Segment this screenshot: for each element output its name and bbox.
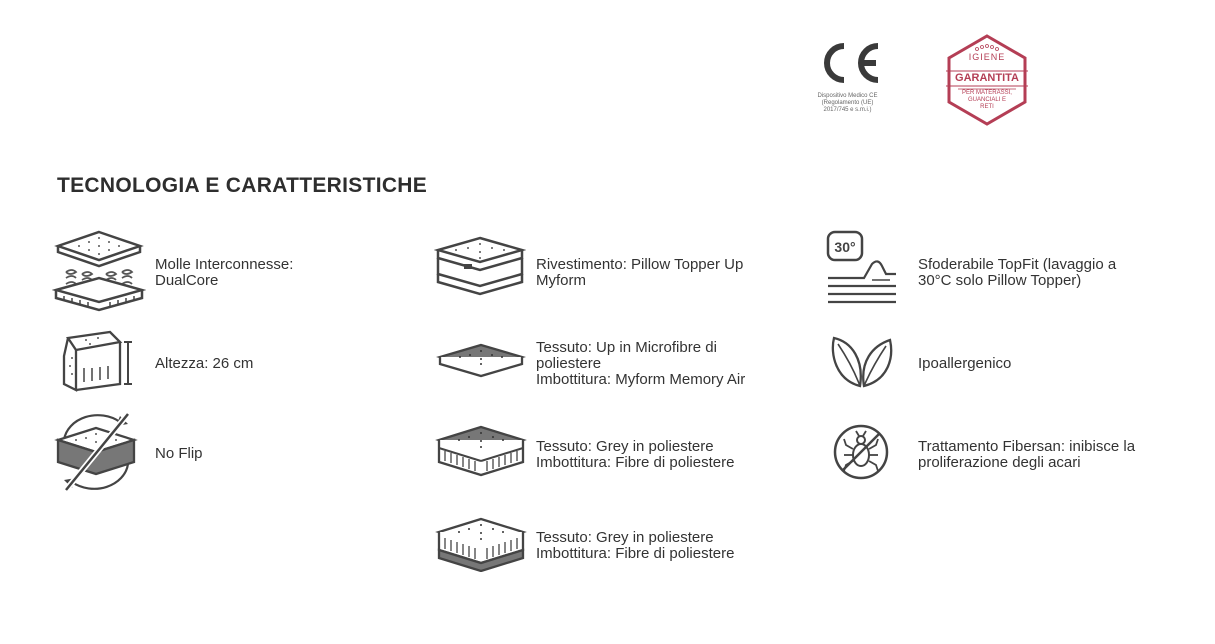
feature-pillow-topper: Rivestimento: Pillow Topper Up Myform <box>536 256 744 289</box>
feature-no-flip: No Flip <box>155 445 203 462</box>
feature-washable: Sfoderabile TopFit (lavaggio a 30°C solo Pillow Topper) <box>918 256 1117 289</box>
ce-caption: Dispositivo Medico CE (Regolamento (UE) 2017/745 e s.m.i.) <box>817 93 878 113</box>
feature-bottom-grey: Tessuto: Grey in poliestere Imbottitura: Fibre di poliestere <box>536 529 735 562</box>
feature-top-grey: Tessuto: Grey in poliestere Imbottitura: Fibre di poliestere <box>536 438 735 471</box>
pillow-topper-icon <box>434 236 526 298</box>
wash-temp-label: 30° <box>834 239 856 255</box>
washable-30-icon <box>824 228 900 310</box>
feature-springs: Molle Interconnesse: DualCore <box>155 256 294 289</box>
section-title: TECNOLOGIA E CARATTERISTICHE <box>57 174 428 197</box>
mattress-bottom-grey-icon <box>435 516 527 572</box>
feature-hypoallergenic: Ipoallergenico <box>918 355 1012 372</box>
no-flip-icon <box>50 410 142 494</box>
mattress-top-grey-icon <box>435 424 527 478</box>
leaves-icon <box>830 332 894 390</box>
springs-mattress-icon <box>52 230 146 312</box>
feature-fibersan: Trattamento Fibersan: inibisce la proliferazione degli acari <box>918 438 1136 471</box>
mattress-height-icon <box>60 328 136 394</box>
ce-certification <box>808 38 888 93</box>
no-mites-icon <box>832 423 890 481</box>
topper-fabric-icon <box>436 342 526 382</box>
igiene-subtitle: PER MATERASSI, GUANCIALI E RETI <box>962 90 1012 110</box>
igiene-garantita-badge: IGIENE GARANTITA PER MATERASSI, GUANCIALI E RETI <box>944 33 1030 127</box>
feature-height: Altezza: 26 cm <box>155 355 254 372</box>
ce-mark-icon <box>808 38 888 88</box>
feature-topper-fabric: Tessuto: Up in Microfibre di poliestere Imbottitura: Myform Memory Air <box>536 339 746 388</box>
